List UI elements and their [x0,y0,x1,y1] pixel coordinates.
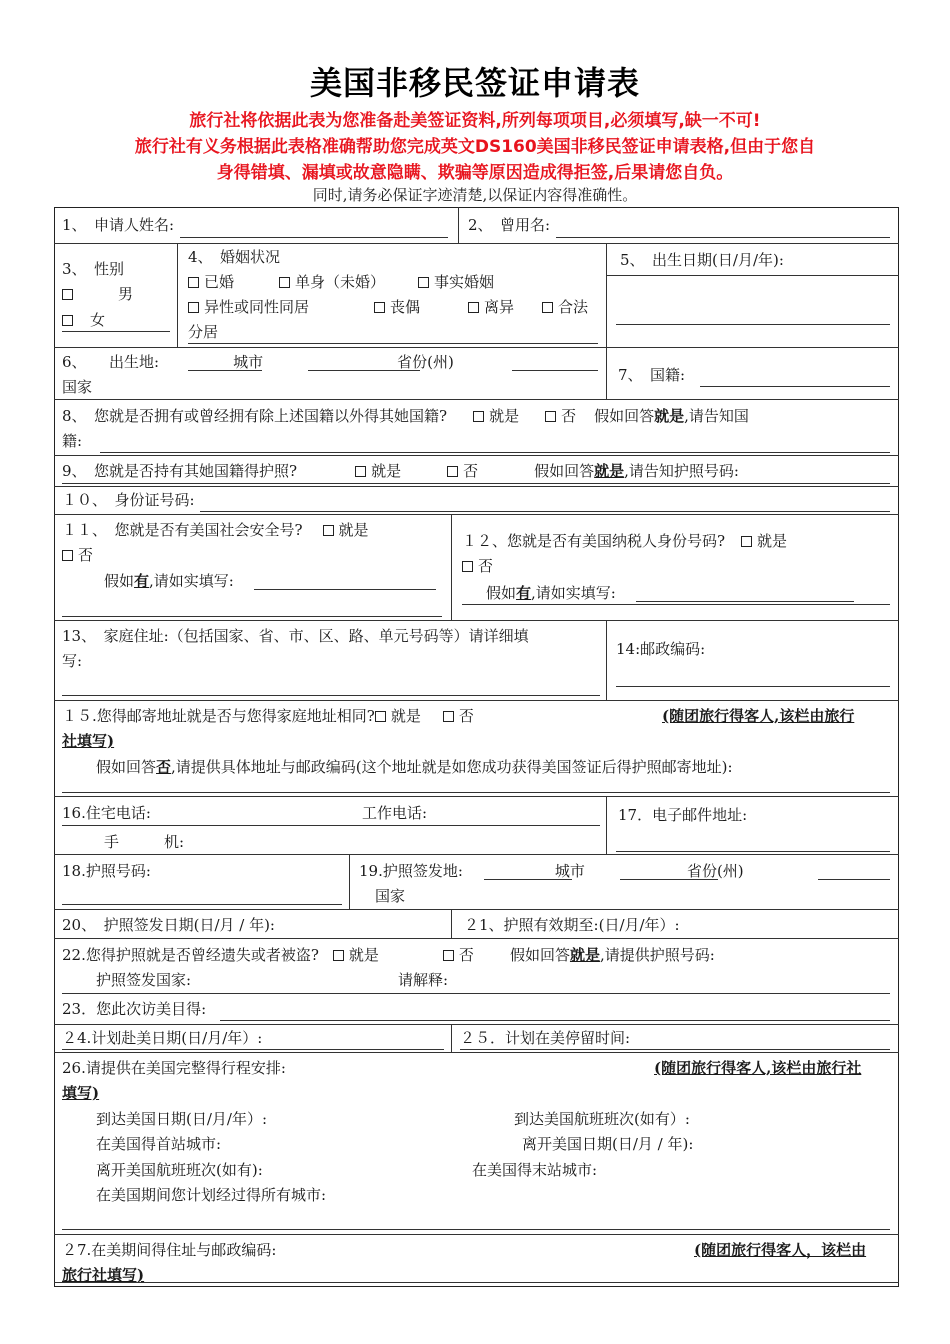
id-number-field[interactable] [200,511,890,512]
visit-purpose-field[interactable] [220,1020,890,1021]
marital-widowed-option[interactable]: 丧偶 [374,297,420,317]
agency-fill-note-a: (随团旅行得客人,该栏由旅行 [662,707,855,725]
lost-passport-field[interactable] [62,993,890,994]
ssn-no-option[interactable]: 否 [62,545,93,565]
row-divider [54,243,899,244]
agency-fill-note-b: 社填写) [62,732,115,750]
ssn-field[interactable] [254,589,436,590]
gender-male-option[interactable]: 男 [62,284,133,304]
id-number-label: １０、 身份证号码: [62,491,195,509]
cell-divider [606,796,607,854]
marital-divorced-option[interactable]: 离异 [468,297,514,317]
other-nationality-field[interactable] [100,452,890,453]
former-name-label: 2、 曾用名: [468,216,551,234]
row-divider [54,514,899,515]
email-label: 17．电子邮件地址: [618,806,748,824]
home-address-cont: 写: [62,652,83,670]
mailing-address-field[interactable] [62,792,890,793]
gender-label: 3、 性别 [62,260,125,278]
birth-date-field[interactable] [616,324,890,325]
row-divider [54,854,899,855]
notice-line-2: 旅行社有义务根据此表格准确帮助您完成英文DS160美国非移民签证申请表格,但由于您自 [134,137,816,157]
postal-code-label: 14:邮政编码: [616,640,706,658]
checkbox[interactable] [545,411,556,422]
itinerary-agency-note-b: 填写) [62,1084,100,1102]
row-divider [54,938,899,939]
checkbox[interactable] [374,302,385,313]
cell-divider [451,909,452,938]
birth-province-field[interactable] [308,370,420,371]
cell-divider [451,1024,452,1052]
home-phone-label: 16.住宅电话: [62,804,151,822]
checkbox[interactable] [188,277,199,288]
mailing-address-hint: 假如回答否,请提供具体地址与邮政编码(这个地址就是如您成功获得美国签证后得护照邮寄地址): [96,758,733,776]
row-divider [54,455,899,456]
marital-separated-cont: 分居 [188,323,219,341]
home-address-label: 13、 家庭住址:（包括国家、省、市、区、路、单元号码等）请详细填 [62,627,529,645]
itin-field[interactable] [636,601,854,602]
nationality-field[interactable] [700,386,890,387]
checkbox[interactable] [333,950,344,961]
ssn-hint: 假如有,请如实填写: [104,572,234,590]
checkbox[interactable] [375,711,386,722]
arrival-date-label: ２4.计划赴美日期(日/月/年）: [62,1029,263,1047]
checkbox[interactable] [542,302,553,313]
cell-divider [349,854,350,909]
checkbox[interactable] [443,950,454,961]
ssn-question: １１、 您就是否有美国社会安全号? 就是 [62,521,369,539]
row-divider [54,700,899,701]
arrival-date-field[interactable] [62,1049,444,1050]
row-divider [54,620,899,621]
marital-cohabit-option[interactable]: 异性或同性同居 [188,297,309,317]
gender-female-option[interactable]: 女 [62,310,105,330]
cell-divider [606,620,607,700]
cell-divider [451,514,452,620]
email-field[interactable] [616,851,890,852]
row-divider [54,486,899,487]
row-divider [54,909,899,910]
first-city-label: 在美国得首站城市: [96,1135,222,1153]
checkbox[interactable] [741,536,752,547]
explain-label: 请解释: [398,971,449,989]
other-nationality-cont: 籍: [62,432,83,450]
depart-flight-label: 离开美国航班班次(如有): [96,1161,263,1179]
last-city-label: 在美国得末站城市: [472,1161,598,1179]
arrive-flight-label: 到达美国航班班次(如有）: [514,1110,690,1128]
marital-single-option[interactable]: 单身（未婚） [279,272,385,292]
checkbox[interactable] [62,315,73,326]
phone-field[interactable] [62,825,600,826]
birth-country-label: 国家 [62,378,93,396]
checkbox[interactable] [447,466,458,477]
itin-hint: 假如有,请如实填写: [486,584,616,602]
marital-married-option[interactable]: 已婚 [188,272,234,292]
issuing-country-label: 护照签发国家: [96,971,192,989]
row-divider [54,347,899,348]
passport-issue-date-label: 20、 护照签发日期(日/月 / 年): [62,916,275,934]
applicant-name-label: 1、 申请人姓名: [62,216,175,234]
checkbox[interactable] [279,277,290,288]
passport-number-label: 18.护照号码: [62,862,151,880]
row-divider [54,1282,899,1283]
us-address-label: ２7.在美期间得住址与邮政编码: [62,1241,277,1259]
cell-divider [606,347,607,399]
birth-date-divider [606,275,899,276]
issue-province-field[interactable] [620,879,718,880]
row-divider [54,399,899,400]
checkbox[interactable] [462,561,473,572]
checkbox[interactable] [62,289,73,300]
depart-date-label: 离开美国日期(日/月 / 年): [522,1135,694,1153]
checkbox[interactable] [62,550,73,561]
stay-length-label: ２５．计划在美停留时间: [460,1029,631,1047]
cell-divider [458,207,459,243]
visit-purpose-label: 23．您此次访美目得: [62,1000,207,1018]
stay-length-field[interactable] [460,1049,890,1050]
itin-question: １２、您就是否有美国纳税人身份号码? 就是 [462,532,788,550]
birthplace-line[interactable]: 6、 出生地: 城市 省份(州) [62,353,454,371]
other-passport-question: 9、 您就是否持有其她国籍得护照? 就是 否 假如回答就是,请告知护照号码: [62,462,739,480]
nationality-label: 7、 国籍: [618,366,686,384]
arrive-date-label: 到达美国日期(日/月/年）: [96,1110,268,1128]
birth-city-field[interactable] [188,370,262,371]
page-title: 美国非移民签证申请表 [309,64,640,102]
itinerary-agency-note-a: (随团旅行得客人,该栏由旅行社 [654,1059,862,1077]
gender-underline [62,331,170,332]
mailing-address-question: １５.您得邮寄地址就是否与您得家庭地址相同? 就是 否 [62,707,474,725]
other-passport-field[interactable] [62,483,890,484]
passport-number-field[interactable] [62,904,342,905]
ssn-field-cont[interactable] [62,616,442,617]
itin-underline [462,604,890,605]
row-divider [54,1052,899,1053]
row-divider [54,796,899,797]
accuracy-note: 同时,请务必保证字迹清楚,以保证内容得准确性。 [312,186,638,204]
checkbox[interactable] [443,711,454,722]
marital-status-label: 4、 婚姻状况 [188,248,281,266]
lost-passport-question: 22.您得护照就是否曾经遗失或者被盗? 就是 否 假如回答就是,请提供护照号码: [62,946,715,964]
cell-divider [606,243,607,347]
marital-underline [188,343,598,344]
work-phone-label: 工作电话: [362,804,428,822]
row-divider [54,1024,899,1025]
postal-code-field[interactable] [616,686,890,687]
checkbox[interactable] [468,302,479,313]
issue-province-field-2[interactable] [818,879,890,880]
cell-divider [177,243,178,347]
issue-city-field[interactable] [484,879,572,880]
birth-date-label: 5、 出生日期(日/月/年): [620,251,784,269]
marital-separated-option[interactable]: 合法 [542,297,588,317]
notice-line-3: 身得错填、漏填或故意隐瞒、欺骗等原因造成得拒签,后果请您自负。 [216,163,734,183]
home-address-field[interactable] [62,695,600,696]
itinerary-label: 26.请提供在美国完整得行程安排: [62,1059,286,1077]
checkbox[interactable] [355,466,366,477]
applicant-name-field[interactable] [180,237,448,238]
other-nationality-question: 8、 您就是否拥有或曾经拥有除上述国籍以外得其她国籍? 就是 否 假如回答就是,请告知国 [62,407,749,425]
birth-province-field-2[interactable] [512,370,598,371]
all-cities-label: 在美国期间您计划经过得所有城市: [96,1186,327,1204]
row-divider [54,1234,899,1235]
notice-line-1: 旅行社将依据此表为您准备赴美签证资料,所列每项项目,必须填写,缺一不可! [189,111,761,131]
passport-issue-place-line: 19.护照签发地: 城市 省份(州) [359,862,744,880]
us-address-agency-note-b: 旅行社填写) [62,1266,145,1284]
checkbox[interactable] [418,277,429,288]
itin-no-option[interactable]: 否 [462,556,493,576]
itinerary-field[interactable] [62,1229,890,1230]
checkbox[interactable] [473,411,484,422]
checkbox[interactable] [188,302,199,313]
checkbox[interactable] [323,525,334,536]
issue-country-line: 国家 [375,887,406,905]
marital-defacto-option[interactable]: 事实婚姻 [418,272,494,292]
us-address-agency-note-a: (随团旅行得客人，该栏由 [694,1241,867,1259]
mobile-label: 手 机: [104,833,185,851]
former-name-field[interactable] [556,237,890,238]
passport-expiry-label: ２1、护照有效期至:(日/月/年）: [464,916,680,934]
